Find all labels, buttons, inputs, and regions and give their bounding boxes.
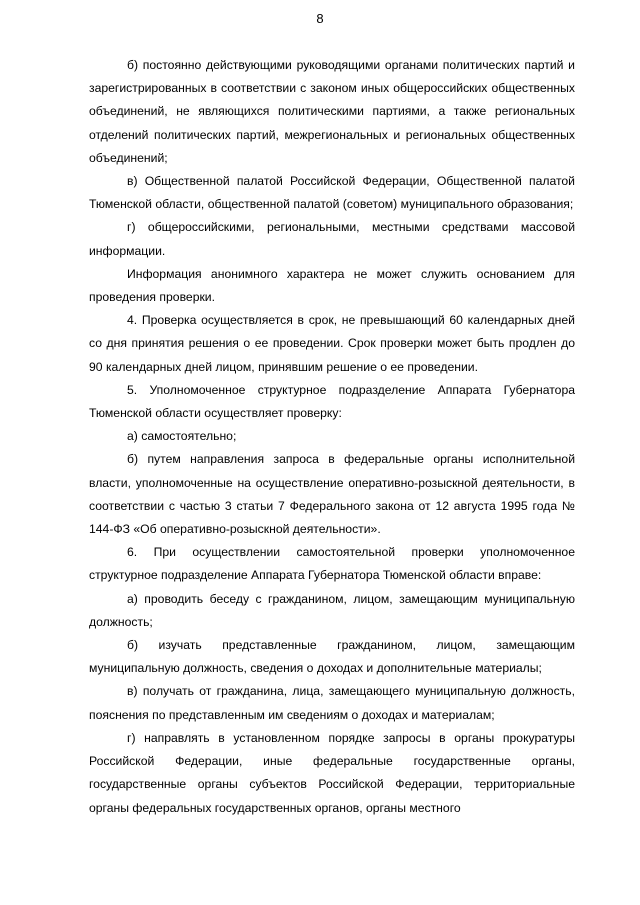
paragraph-6v-explanations: в) получать от гражданина, лица, замещающего муниципальную должность, пояснения по представленным им сведениям о доходах и материалам; [89,684,575,722]
paragraph-6g-requests: г) направлять в установленном порядке запросы в органы прокуратуры Российской Федерации, иные федеральные государственные органы, государственные органы субъектов Российской Федерации, территориальные органы федеральных государственных органов, органы местного [89,730,575,815]
paragraph-5-check-performer: 5. Уполномоченное структурное подразделение Аппарата Губернатора Тюменской области осуществляет проверку: [89,382,575,421]
paragraph-v-public-chambers: в) Общественной палатой Российской Федерации, Общественной палатой Тюменской области, общественной палатой (советом) муниципального образования; [89,174,575,212]
paragraph-5a-independently: а) самостоятельно; [127,429,237,444]
paragraph-anonymous-info: Информация анонимного характера не может служить основанием для проведения проверки. [89,266,575,305]
document-body [89,54,575,820]
page-number: 8 [316,11,324,26]
paragraph-4-check-term: 4. Проверка осуществляется в срок, не превышающий 60 календарных дней со дня принятия решения о ее проведении. Срок проверки может быть продлен до 90 календарных дней лицом, принявшим решение о ее проведении. [89,313,575,374]
paragraph-6b-study-materials: б) изучать представленные гражданином, лицом, замещающим муниципальную должность, сведения о доходах и дополнительные материалы; [89,638,575,676]
paragraph-g-mass-media: г) общероссийскими, региональными, местными средствами массовой информации. [89,220,575,258]
paragraph-6a-conversation: а) проводить беседу с гражданином, лицом, замещающим муниципальную должность; [89,591,575,629]
paragraph-b-party-bodies: б) постоянно действующими руководящими органами политических партий и зарегистрированных в соответствии с законом иных общероссийских общественных объединений, не являющихся политическими партиями, а также региональных отделений политических партий, межрегиональных и региональных общественных объединений; [89,58,575,165]
paragraph-5b-federal-request: б) путем направления запроса в федеральные органы исполнительной власти, уполномоченные на осуществление оперативно-розыскной деятельности, в соответствии с частью 3 статьи 7 Федерального закона от 12 августа 1995 года № 144-ФЗ «Об оперативно-розыскной деятельности». [89,452,575,537]
paragraph-6-rights: 6. При осуществлении самостоятельной проверки уполномоченное структурное подразделение Аппарата Губернатора Тюменской области вправе: [89,545,575,583]
